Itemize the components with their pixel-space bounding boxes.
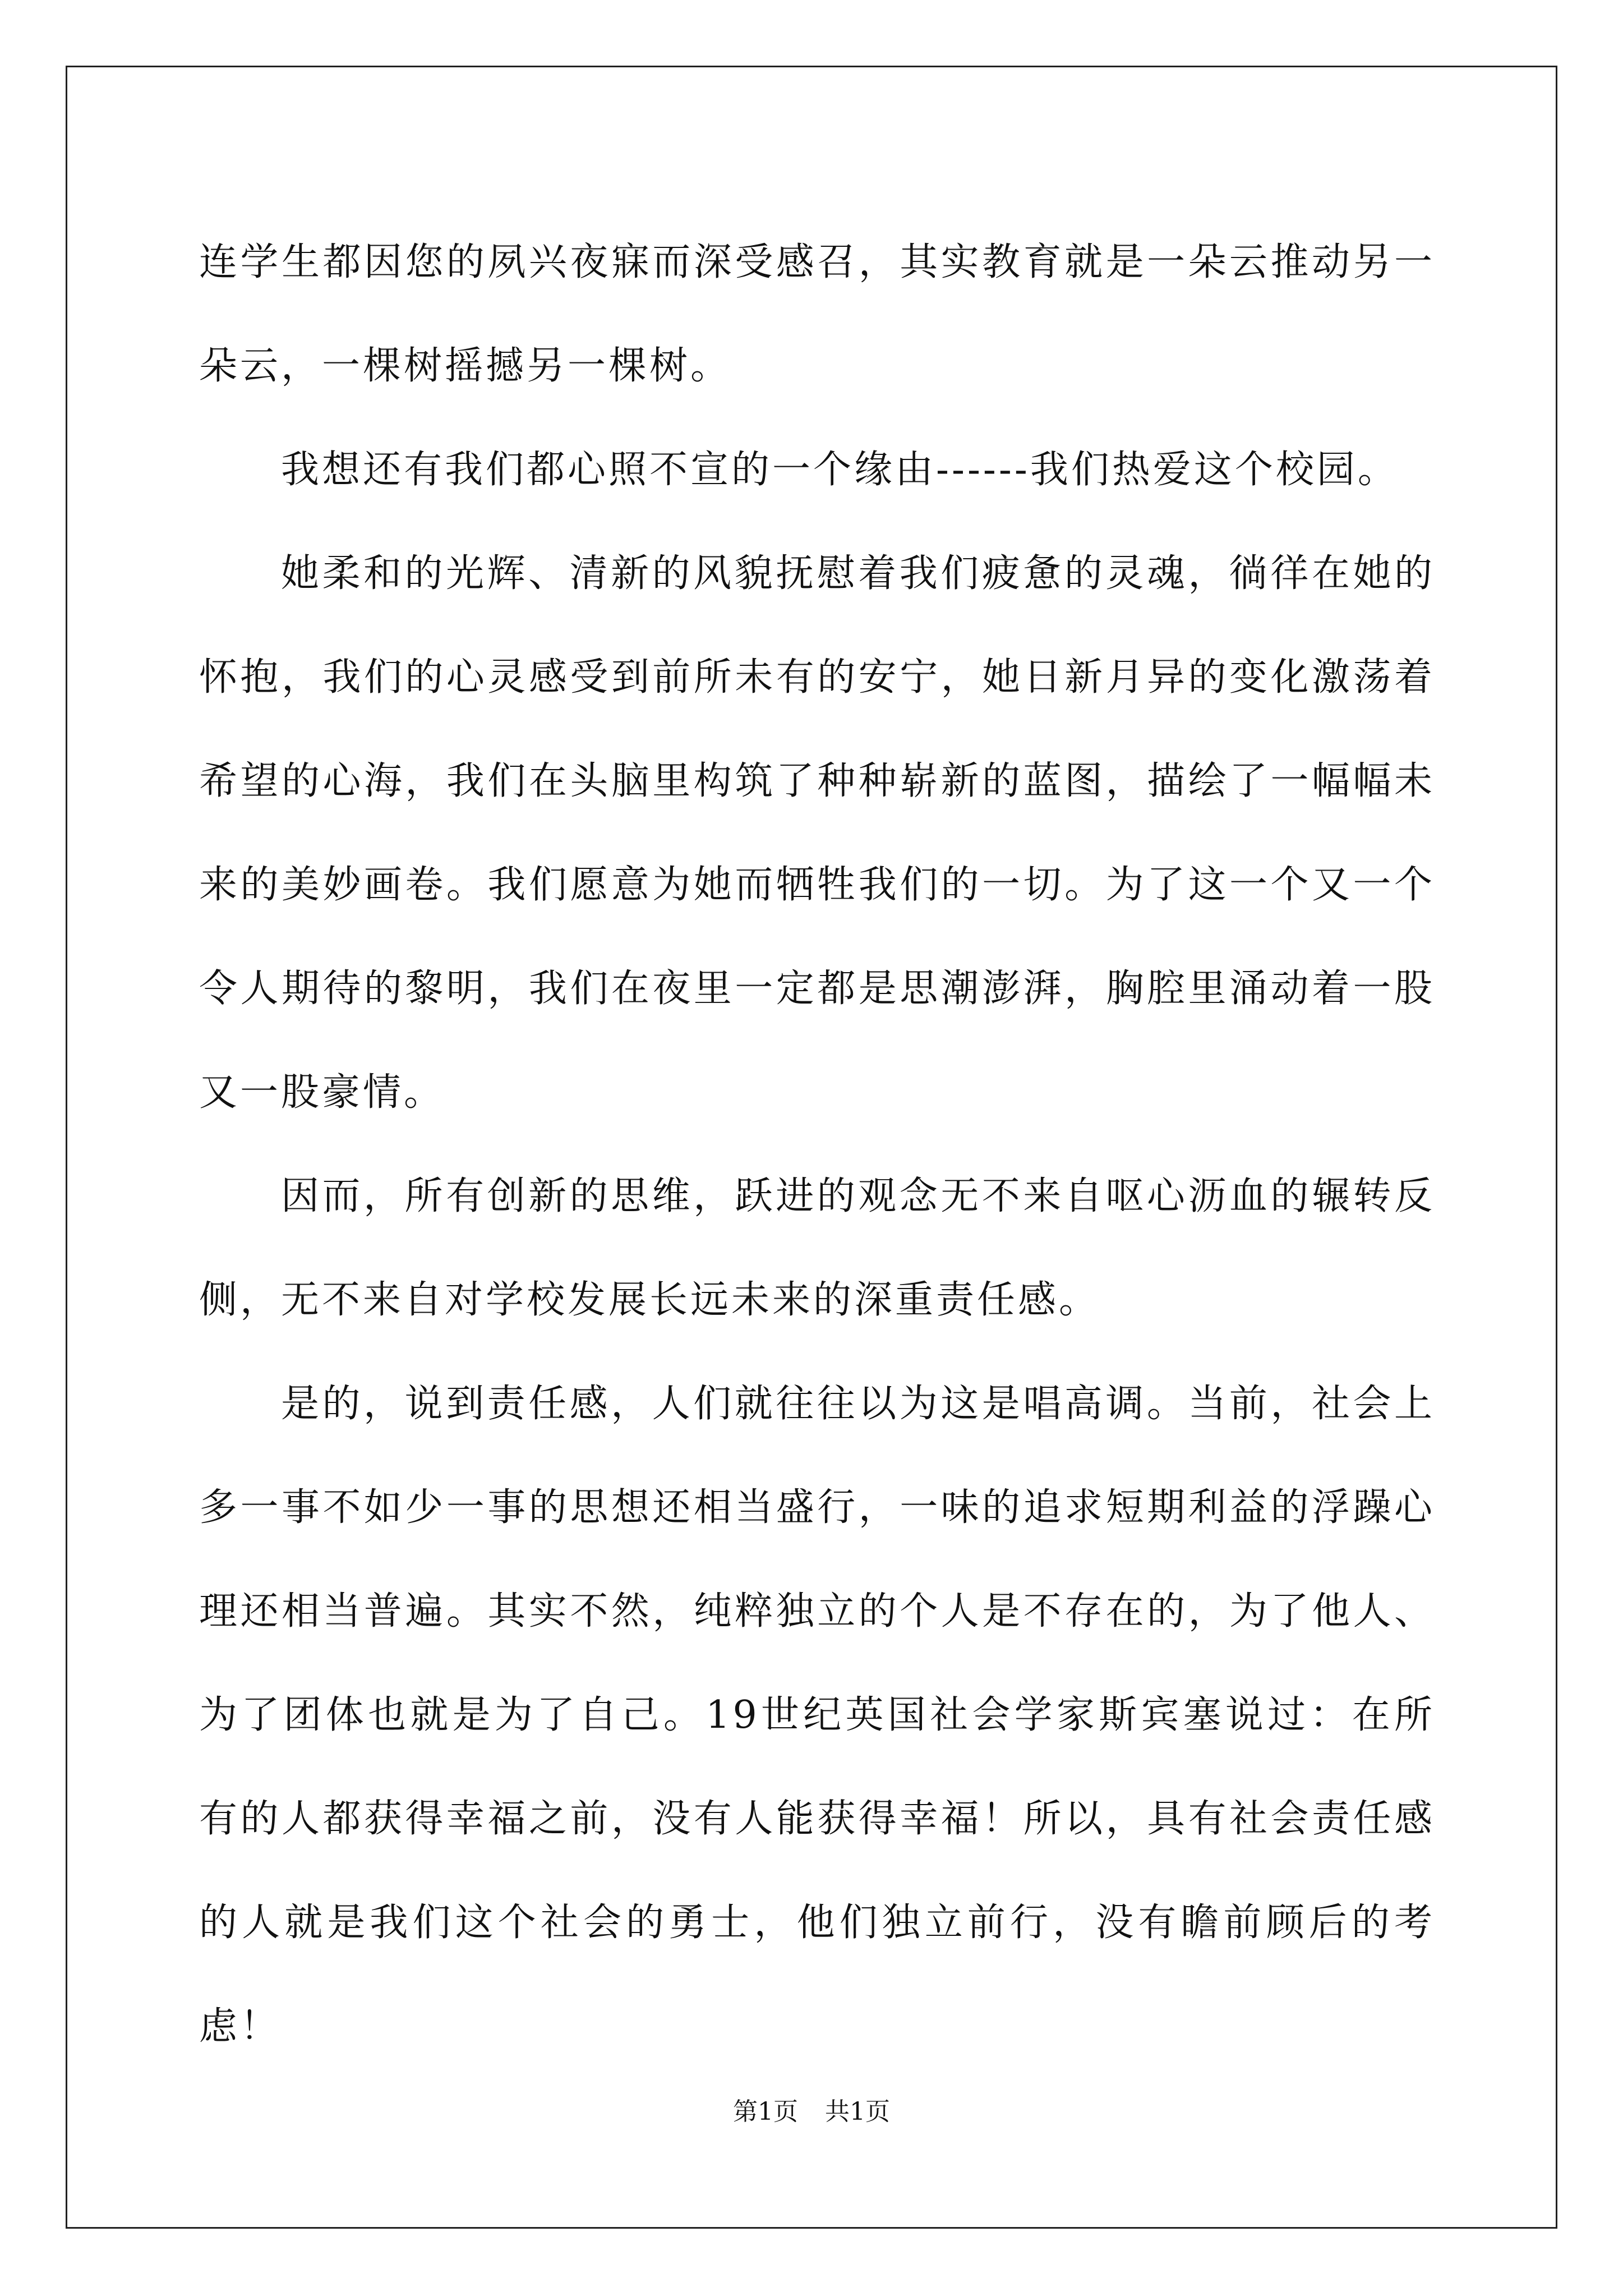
document-body — [199, 210, 1435, 2078]
paragraph-1: 连学生都因您的夙兴夜寐而深受感召，其实教育就是一朵云推动另一朵云，一棵树摇撼另一棵树。 — [199, 240, 1435, 388]
paragraph-3: 她柔和的光辉、清新的风貌抚慰着我们疲惫的灵魂，徜徉在她的怀抱，我们的心灵感受到前所未有的安宁，她日新月异的变化激荡着希望的心海，我们在头脑里构筑了种种崭新的蓝图，描绘了一幅幅未来的美妙画卷。我们愿意为她而牺牲我们的一切。为了这一个又一个令人期待的黎明，我们在夜里一定都是思潮澎湃，胸腔里涌动着一股又一股豪情。 — [199, 551, 1435, 1115]
paragraph-4: 因而，所有创新的思维，跃进的观念无不来自呕心沥血的辗转反侧，无不来自对学校发展长远未来的深重责任感。 — [199, 1174, 1435, 1322]
page-total: 共1页 — [825, 2097, 890, 2126]
paragraph-5: 是的，说到责任感，人们就往往以为这是唱高调。当前，社会上多一事不如少一事的思想还相当盛行，一味的追求短期利益的浮躁心理还相当普遍。其实不然，纯粹独立的个人是不存在的，为了他人、为了团体也就是为了自己。19世纪英国社会学家斯宾塞说过：在所有的人都获得幸福之前，没有人能获得幸福！所以，具有社会责任感的人就是我们这个社会的勇士，他们独立前行，没有瞻前顾后的考虑！ — [199, 1382, 1435, 2049]
page-footer — [0, 2091, 1623, 2127]
page-number: 第1页 — [733, 2097, 798, 2126]
paragraph-2: 我想还有我们都心照不宣的一个缘由------我们热爱这个校园。 — [281, 448, 1399, 492]
